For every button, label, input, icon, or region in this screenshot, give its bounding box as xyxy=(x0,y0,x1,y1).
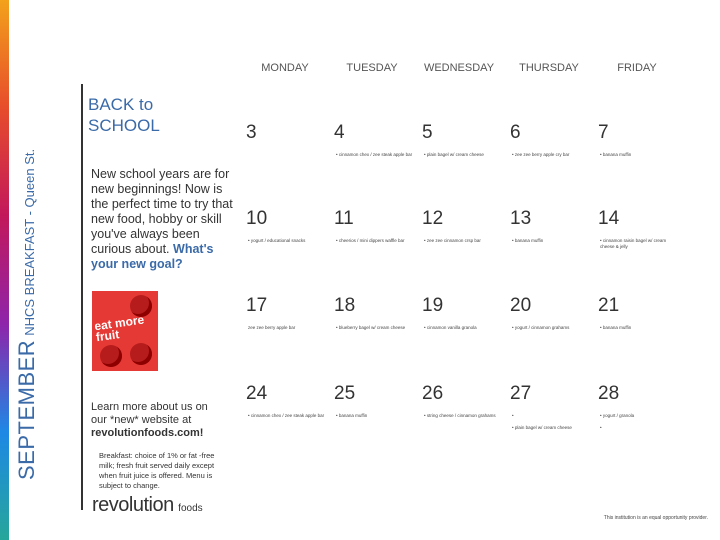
day-number: 26 xyxy=(422,383,444,404)
vertical-title xyxy=(14,0,74,480)
website-link[interactable]: revolutionfoods.com! xyxy=(91,427,204,439)
color-gradient-bar xyxy=(0,0,9,540)
divider-line xyxy=(81,84,83,510)
menu-item: • yogurt / granola xyxy=(600,413,635,418)
day-header-wednesday: WEDNESDAY xyxy=(423,62,495,74)
calendar-day-cell xyxy=(246,295,332,381)
menu-item: • plain bagel w/ cream cheese xyxy=(424,152,484,157)
equal-opportunity-footer: This institution is an equal opportunity provider. xyxy=(603,515,708,521)
menu-item: • cinnamon chex / zee steak apple bar xyxy=(336,152,413,157)
calendar-day-cell xyxy=(422,208,508,294)
day-header-tuesday: TUESDAY xyxy=(346,62,398,74)
menu-item: • cheerios / mini dippers waffle bar xyxy=(336,238,405,243)
calendar-day-cell xyxy=(334,208,420,294)
menu-item: • cinnamon vanilla granola xyxy=(424,325,477,330)
menu-item: • banana muffin xyxy=(336,413,368,418)
day-number: 6 xyxy=(510,122,521,143)
day-number: 18 xyxy=(334,295,356,316)
calendar-day-cell xyxy=(246,383,332,469)
menu-item: • banana muffin xyxy=(512,238,544,243)
day-number: 10 xyxy=(246,208,268,229)
back-to-school-heading: BACK to SCHOOL xyxy=(88,95,160,135)
menu-item: • banana muffin xyxy=(600,152,632,157)
day-number: 20 xyxy=(510,295,532,316)
calendar-day-cell xyxy=(510,295,596,381)
learn-more-text xyxy=(91,401,221,440)
revolution-foods-logo xyxy=(92,494,203,517)
calendar-day-cell xyxy=(510,383,596,469)
calendar-day-cell xyxy=(334,122,420,208)
apple-graphic xyxy=(100,345,122,367)
poster-text: eat more fruit xyxy=(93,312,145,345)
menu-item: • banana muffin xyxy=(600,325,632,330)
intro-paragraph xyxy=(91,167,241,272)
logo-foods: foods xyxy=(178,503,203,514)
calendar-day-cell xyxy=(246,122,332,208)
menu-item: • blueberry bagel w/ cream cheese xyxy=(336,325,406,330)
menu-item: • plain bagel w/ cream cheese xyxy=(512,425,572,430)
menu-item: • yogurt / educational snacks xyxy=(248,238,306,243)
calendar-day-cell xyxy=(422,295,508,381)
menu-item: • zee zee berry apple cry bar xyxy=(512,152,570,157)
day-header-thursday: THURSDAY xyxy=(519,62,579,74)
calendar-day-cell xyxy=(422,122,508,208)
day-header-monday: MONDAY xyxy=(261,62,309,74)
day-number: 13 xyxy=(510,208,532,229)
day-number: 14 xyxy=(598,208,620,229)
calendar-day-cell xyxy=(510,122,596,208)
day-number: 25 xyxy=(334,383,356,404)
logo-wordmark: revolution xyxy=(92,494,174,516)
eat-more-fruit-poster xyxy=(92,291,158,371)
apple-graphic xyxy=(130,343,152,365)
calendar-day-cell xyxy=(598,295,684,381)
day-header-friday: FRIDAY xyxy=(617,62,657,74)
menu-subtitle: NHCS BREAKFAST - Queen St. xyxy=(22,148,37,336)
menu-item: zee zee berry apple bar xyxy=(248,325,296,330)
day-number: 27 xyxy=(510,383,532,404)
month-title: SEPTEMBER xyxy=(14,339,39,480)
calendar-day-cell xyxy=(598,122,684,208)
breakfast-note: Breakfast: choice of 1% or fat -free milk; fresh fruit served daily except when fruit juice is offered. Menu is subject to change. xyxy=(99,451,215,490)
calendar-day-cell xyxy=(334,295,420,381)
day-number: 21 xyxy=(598,295,620,316)
menu-item: • yogurt / cinnamon grahams xyxy=(512,325,570,330)
day-number: 5 xyxy=(422,122,433,143)
intro-text: New school years are for new beginnings! Now is the perfect time to try that new food, hobby or skill you've always been curious about. xyxy=(91,167,233,256)
calendar-day-cell xyxy=(246,208,332,294)
menu-item: • xyxy=(600,425,602,430)
day-number: 7 xyxy=(598,122,609,143)
calendar-day-cell xyxy=(422,383,508,469)
day-number: 12 xyxy=(422,208,444,229)
menu-item: • xyxy=(512,413,514,418)
calendar-day-cell xyxy=(598,208,684,294)
day-number: 11 xyxy=(334,208,354,229)
day-number: 24 xyxy=(246,383,268,404)
calendar-day-cell xyxy=(510,208,596,294)
day-number: 19 xyxy=(422,295,444,316)
menu-item: • string cheese / cinnamon grahams xyxy=(424,413,496,418)
day-number: 28 xyxy=(598,383,620,404)
day-number: 17 xyxy=(246,295,268,316)
menu-item: • cinnamon chex / zee steak apple bar xyxy=(248,413,325,418)
calendar-day-cell xyxy=(334,383,420,469)
day-number: 3 xyxy=(246,122,257,143)
goal-question: What's your new goal? xyxy=(91,242,214,271)
menu-item: • zee zee cinnamon crsp bar xyxy=(424,238,481,243)
menu-item: • cinnamon raisin bagel w/ cream cheese & jelly xyxy=(600,238,667,249)
learn-more-label: Learn more about us on our *new* website at xyxy=(91,401,208,426)
day-number: 4 xyxy=(334,122,345,143)
calendar-day-cell xyxy=(598,383,684,469)
